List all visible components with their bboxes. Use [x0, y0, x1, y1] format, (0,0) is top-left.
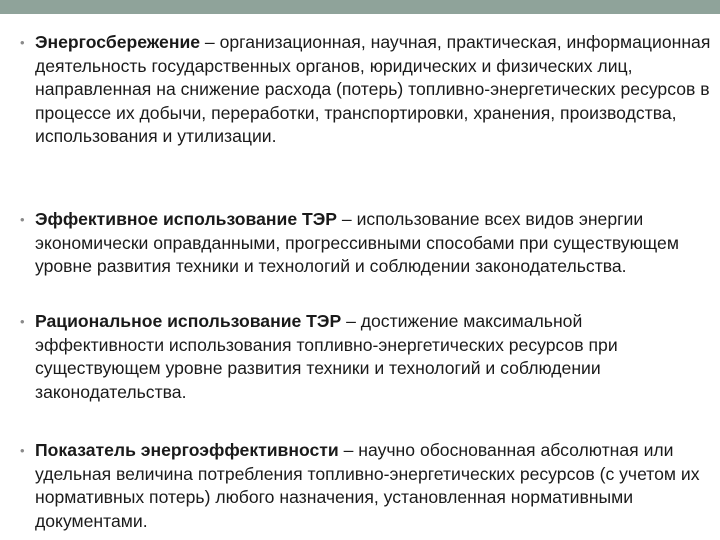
definition-description: – использование всех видов энергии экономически оправданными, прогрессивными способами при существующем уровне развития техники и технологий и соблюдении законодательства.	[35, 209, 679, 277]
bullet-icon: •	[20, 35, 25, 50]
bullet-icon: •	[20, 443, 25, 458]
bullet-icon: •	[20, 314, 25, 329]
definition-text	[35, 208, 715, 279]
definition-term: Показатель энергоэффективности	[35, 440, 339, 460]
definition-text	[35, 310, 715, 404]
definition-term: Рациональное использование ТЭР	[35, 311, 342, 331]
definition-description: – организационная, научная, практическая, информационная деятельность государственных органов, юридических и физических лиц, направленная на снижение расхода (потерь) топливно-энергетических ресурсов в процессе их добычи, переработки, транспортировки, хранения, производства, использования и утилизации.	[35, 32, 711, 147]
definition-description: – научно обоснованная абсолютная или удельная величина потребления топливно-энергетических ресурсов (с учетом их нормативных потерь) любого назначения, установленная нормативными документами.	[35, 440, 700, 531]
definition-text	[35, 439, 715, 533]
definition-term: Энергосбережение	[35, 32, 201, 52]
bullet-icon: •	[20, 212, 25, 227]
definition-description: – достижение максимальной эффективности использования топливно-энергетических ресурсов при существующем уровне развития техники и технологий и соблюдении законодательства.	[35, 311, 618, 402]
definition-text	[35, 31, 715, 149]
definition-term: Эффективное использование ТЭР	[35, 209, 338, 229]
